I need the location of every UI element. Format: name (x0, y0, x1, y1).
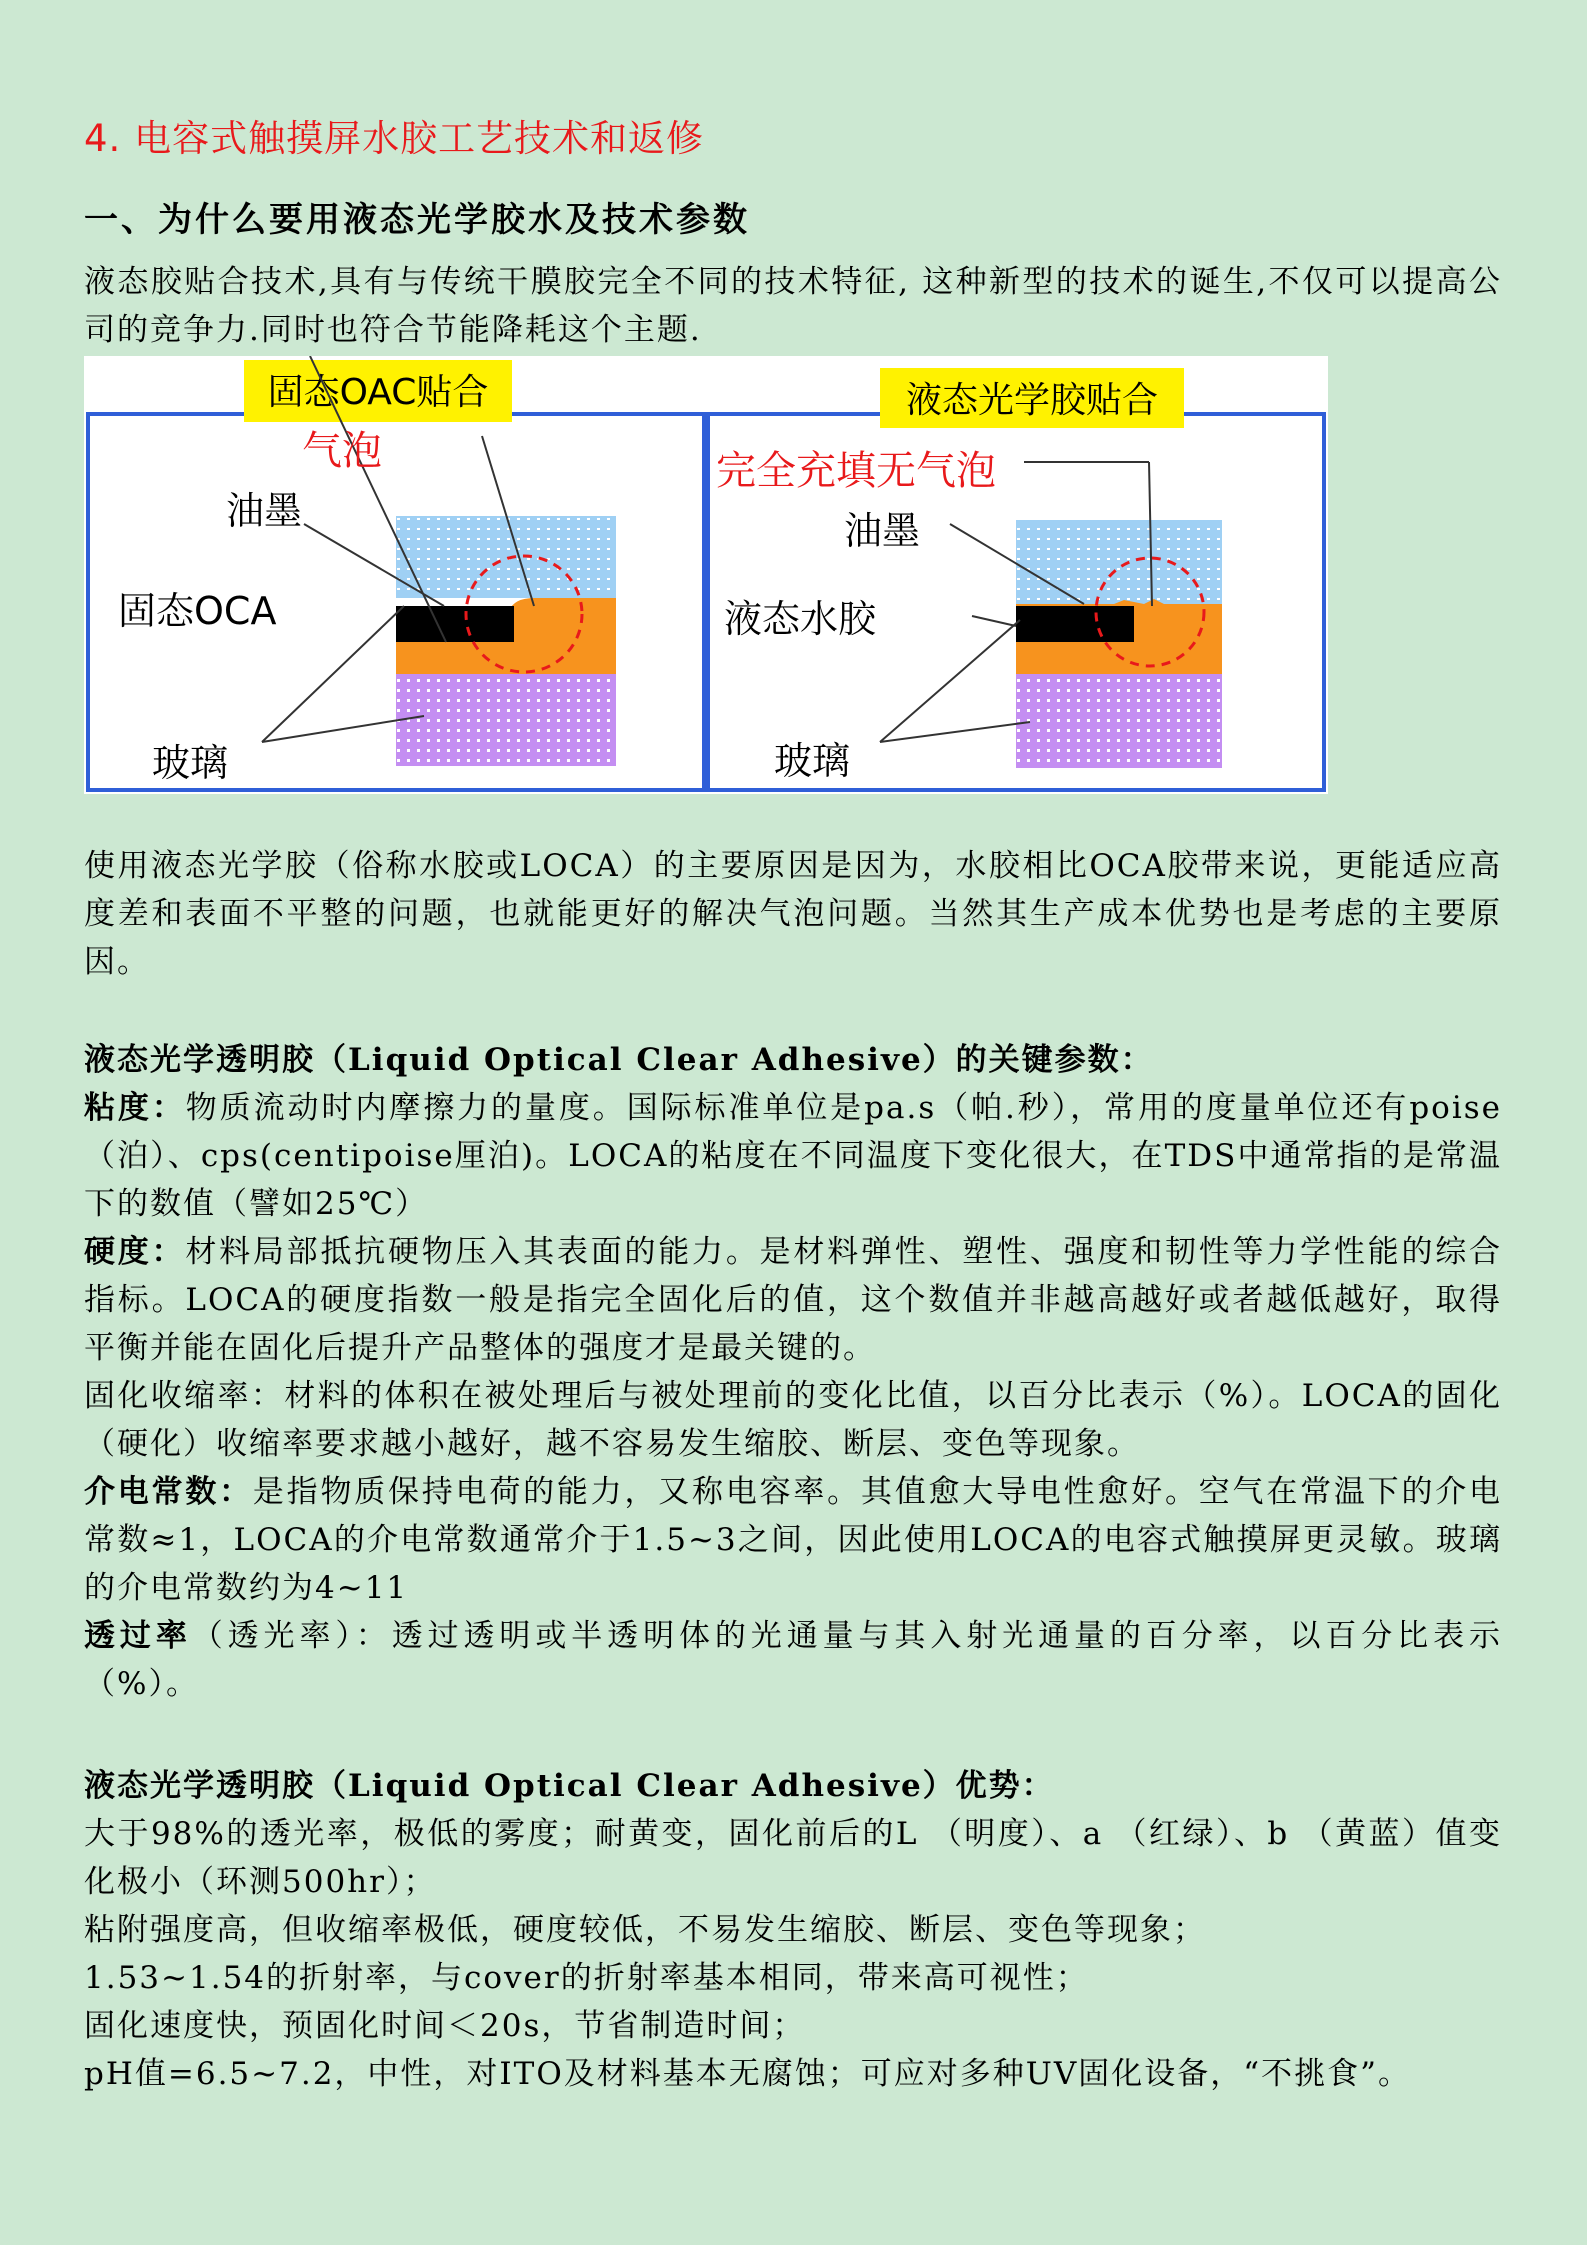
left-panel-title: 固态OAC贴合 (267, 372, 489, 413)
left-cover-layer (396, 516, 616, 598)
dielectric-item (84, 1468, 1502, 1612)
advantage-item: pH值=6.5~7.2，中性，对ITO及材料基本无腐蚀；可应对多种UV固化设备，“不挑食”。 (84, 2056, 1411, 2092)
intro-paragraph: 液态胶贴合技术,具有与传统干膜胶完全不同的技术特征, 这种新型的技术的诞生,不仅可以提高公司的竞争力.同时也符合节能降耗这个主题. (84, 264, 1502, 348)
hardness-term: 硬度： (84, 1234, 186, 1270)
advantage-item: 1.53~1.54的折射率，与cover的折射率基本相同，带来高可视性； (84, 1960, 1089, 1996)
bonding-comparison-diagram (84, 356, 1328, 794)
right-ink-label: 油墨 (844, 509, 921, 553)
right-adhesive-label: 液态水胶 (724, 597, 877, 641)
left-ink-label: 油墨 (226, 489, 303, 533)
left-glass-layer (396, 674, 616, 766)
advantage-item: 粘附强度高，但收缩率极低，硬度较低，不易发生缩胶、断层、变色等现象； (84, 1912, 1206, 1948)
shrinkage-item: 固化收缩率：材料的体积在被处理后与被处理前的变化比值，以百分比表示（%）。LOCA的固化（硬化）收缩率要求越小越好，越不容易发生缩胶、断层、变色等现象。 (84, 1378, 1502, 1462)
right-panel-title: 液态光学胶贴合 (905, 380, 1159, 421)
section-heading: 一、为什么要用液态光学胶水及技术参数 (84, 200, 750, 240)
key-parameters-section (84, 1036, 1502, 1708)
advantage-item: 大于98%的透光率，极低的雾度；耐黄变，固化前后的L （明度）、a （红绿）、b （黄蓝）值变化极小（环测500hr）； (84, 1816, 1502, 1900)
solid-oca-panel (88, 356, 704, 790)
right-cover-layer (1016, 520, 1222, 604)
transmittance-text: （透光率）：透过透明或半透明体的光通量与其入射光通量的百分率，以百分比表示（%）。 (84, 1618, 1502, 1702)
transmittance-term: 透过率 (84, 1618, 192, 1654)
advantage-item: 固化速度快，预固化时间＜20s，节省制造时间； (84, 2008, 806, 2044)
viscosity-term: 粘度： (84, 1090, 186, 1126)
bonding-diagram-svg (84, 356, 1328, 794)
viscosity-text: 物质流动时内摩擦力的量度。国际标准单位是pa.s（帕.秒），常用的度量单位还有poise（泊）、cps(centipoise厘泊)。LOCA的粘度在不同温度下变化很大，在TDS中通常指的是常温下的数值（譬如25℃） (84, 1090, 1502, 1222)
key-parameters-title: 液态光学透明胶（Liquid Optical Clear Adhesive）的关键参数： (84, 1042, 1154, 1078)
reason-paragraph: 使用液态光学胶（俗称水胶或LOCA）的主要原因是因为，水胶相比OCA胶带来说，更能适应高度差和表面不平整的问题，也就能更好的解决气泡问题。当然其生产成本优势也是考虑的主要原因。 (84, 848, 1502, 980)
right-glass-layer (1016, 674, 1222, 768)
dielectric-term: 介电常数： (84, 1474, 253, 1510)
transmittance-item (84, 1612, 1502, 1708)
right-ink-layer (1016, 606, 1134, 642)
page-title: 4. 电容式触摸屏水胶工艺技术和返修 (84, 117, 705, 160)
left-ink-layer (396, 606, 514, 642)
right-bubble-label: 完全充填无气泡 (716, 448, 996, 494)
dielectric-text: 是指物质保持电荷的能力，又称电容率。其值愈大导电性愈好。空气在常温下的介电常数≈1，LOCA的介电常数通常介于1.5~3之间，因此使用LOCA的电容式触摸屏更灵敏。玻璃的介电常数约为4~11 (84, 1474, 1502, 1606)
hardness-text: 材料局部抵抗硬物压入其表面的能力。是材料弹性、塑性、强度和韧性等力学性能的综合指标。LOCA的硬度指数一般是指完全固化后的值，这个数值并非越高越好或者越低越好，取得平衡并能在固化后提升产品整体的强度才是最关键的。 (84, 1234, 1502, 1366)
liquid-oca-panel (708, 368, 1324, 790)
advantages-section (84, 1762, 1502, 2098)
left-adhesive-label: 固态OCA (118, 589, 277, 633)
left-glass-label: 玻璃 (152, 741, 229, 785)
left-bubble-label: 气泡 (302, 428, 382, 474)
right-glass-label: 玻璃 (774, 739, 851, 783)
viscosity-item (84, 1084, 1502, 1228)
advantages-title: 液态光学透明胶（Liquid Optical Clear Adhesive）优势： (84, 1768, 1055, 1804)
hardness-item (84, 1228, 1502, 1372)
